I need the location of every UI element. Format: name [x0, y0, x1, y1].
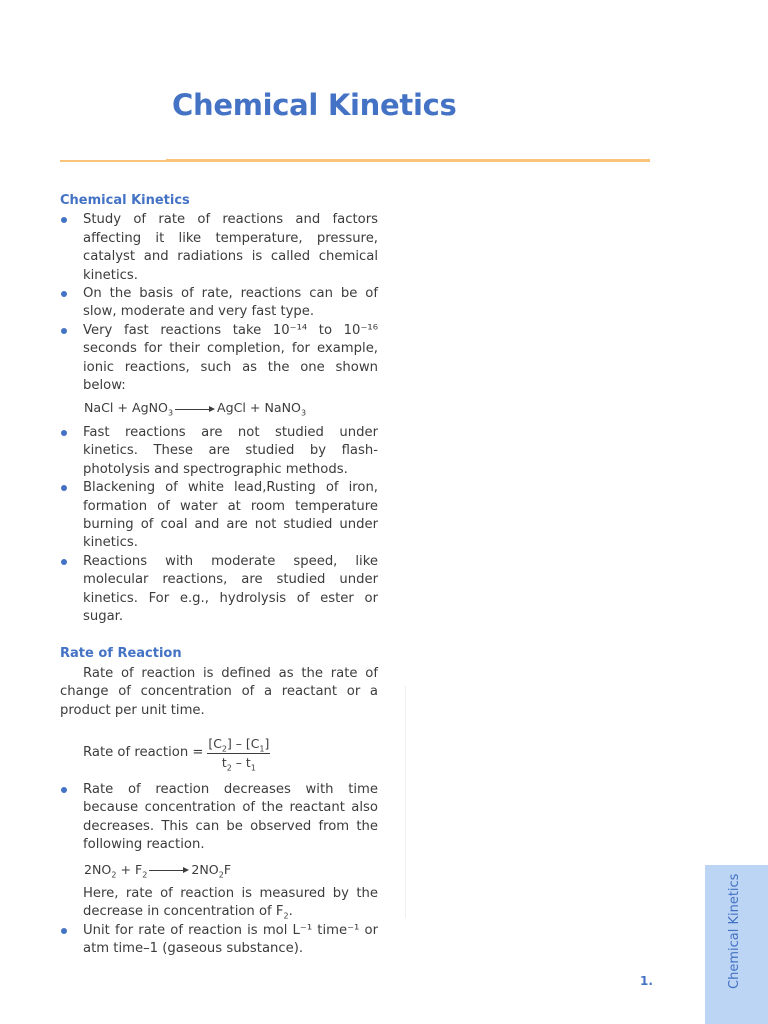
bullet-list-kinetics: [60, 211, 378, 395]
page-title: Chemical Kinetics: [172, 88, 457, 122]
list-item: Study of rate of reactions and factors affecting it like temperature, pressure, catalyst and radiations is called chemical kinetics.: [60, 211, 378, 285]
list-item: Very fast reactions take 10⁻¹⁴ to 10⁻¹⁶ seconds for their completion, for example, ionic reactions, such as the one shown below:: [60, 322, 378, 396]
rate-definition: Rate of reaction is defined as the rate of change of concentration of a reactant or a product per unit time.: [60, 665, 378, 718]
bullet-icon: [61, 328, 67, 334]
bullet-icon: [61, 430, 67, 436]
list-item: Blackening of white lead,Rusting of iron, formation of water at room temperature burning of coal and are not studied under kinetics.: [60, 479, 378, 553]
bullet-icon: [61, 928, 67, 934]
reaction-arrow-icon: [175, 405, 215, 413]
rate-fraction: [207, 736, 270, 771]
bullet-list-rate: [60, 781, 378, 855]
list-item: Rate of reaction decreases with time because concentration of the reactant also decreases. This can be observed from the following reaction.: [60, 781, 378, 855]
equation-nacl-agno3: NaCl + AgNO$_3$ AgCl + NaNO$_3$: [84, 400, 307, 418]
list-item: On the basis of rate, reactions can be of slow, moderate and very fast type.: [60, 285, 378, 322]
bullet-icon: [61, 559, 67, 565]
list-item: Unit for rate of reaction is mol L⁻¹ time⁻¹ or atm time–1 (gaseous substance).: [60, 922, 378, 959]
page-number: 1.: [640, 974, 653, 988]
list-item: Fast reactions are not studied under kinetics. These are studied by flash-photolysis and spectrographic methods.: [60, 424, 378, 479]
fraction-denominator: $t_2 - t_1$: [221, 754, 256, 773]
bullet-icon: [61, 787, 67, 793]
equation-no2-f2: $2NO_2 + F_2$ $2NO_2F$: [84, 861, 232, 880]
column-divider: [405, 686, 406, 918]
section-heading-chemical-kinetics: Chemical Kinetics: [60, 193, 190, 208]
bullet-icon: [61, 485, 67, 491]
rate-measure-note: Here, rate of reaction is measured by the decrease in concentration of $F_2$.: [83, 886, 378, 922]
bullet-list-kinetics-cont: [60, 424, 378, 626]
chapter-side-tab: Chemical Kinetics: [705, 865, 768, 1024]
bullet-list-units: [60, 922, 378, 959]
fraction-numerator: $[C_2] - [C_1]$: [208, 735, 270, 754]
reaction-arrow-icon: [149, 866, 189, 874]
title-divider: [60, 159, 650, 162]
list-item: Reactions with moderate speed, like molecular reactions, are studied under kinetics. For e.g., hydrolysis of ester or sugar.: [60, 553, 378, 627]
bullet-icon: [61, 291, 67, 297]
divider-notch: [60, 158, 166, 160]
content-column: [60, 192, 378, 959]
rate-formula: Rate of reaction = $\frac{[C_2] - [C_1]}{t_2 - t_1}$: [83, 735, 270, 773]
section-heading-rate-of-reaction: Rate of Reaction: [60, 646, 182, 662]
bullet-icon: [61, 217, 67, 223]
